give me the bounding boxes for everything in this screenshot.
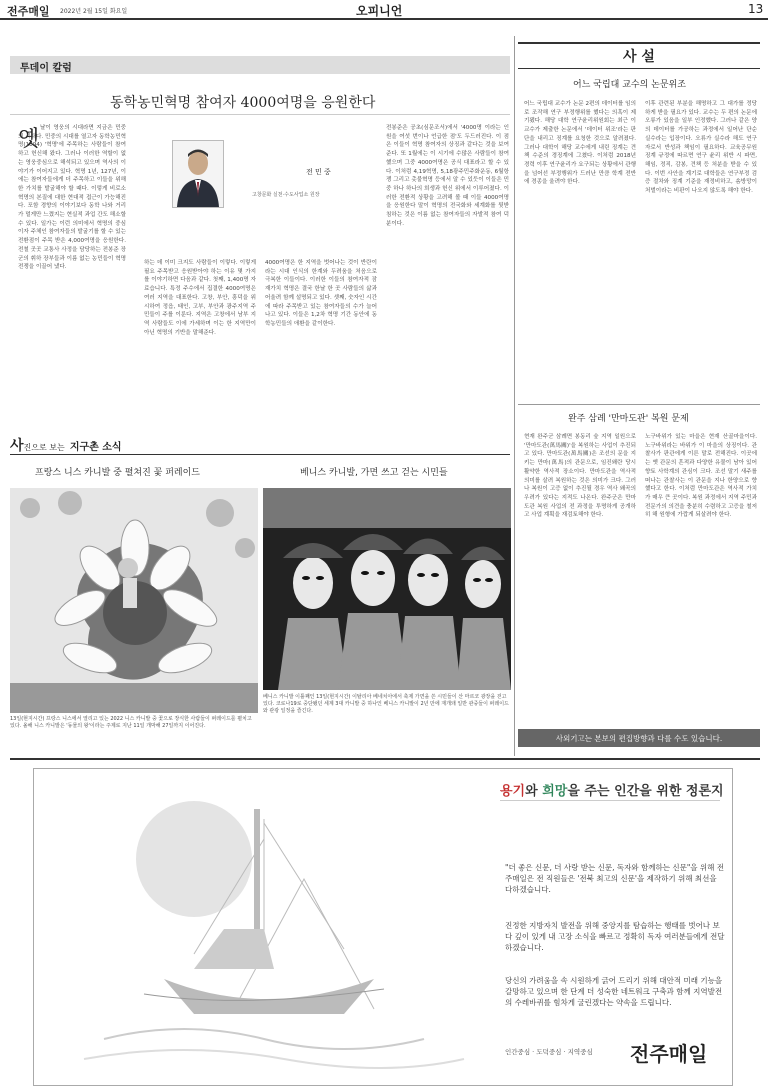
editorial-item2-title[interactable]: 완주 삼례 '만마도관' 복원 문제 [568,414,689,424]
section-name: 오피니언 [356,4,403,18]
editorial-item2-body-a: 현재 완주군 삼례면 봉동리 숲 지역 일원으로 '만마도관(萬馬關)'을 복원하는 사업이 추진되고 있다. 만마도관(萬馬關)은 조선의 문을 지키는 만마(萬馬)의 관문으로, 임진왜란 당시 활약한 역사적 장소이다. 만마도관을 역사적 의미를 살려 복원하는 것은 의미가 크다. 그러나 복원이 고증 없이 추진될 경우 역사 왜곡의 우려가 있다는 지적도 나온다. 완주군은 만마도관 복원 사업의 전 과정을 투명하게 공개하고 사업 계획을 재검토해야 한다. [524,434,636,519]
issue-date: 2022년 2월 15일 화요일 [60,8,128,15]
photo-news-header [10,435,510,455]
ad-title-courage: 용기 [500,784,526,799]
masthead-logo[interactable]: 전주매일 [7,5,50,18]
editorial-label: 사 설 [623,49,655,65]
ad-paragraph-3: 당신의 가려움을 속 시원하게 긁어 드리기 위해 대안적 미래 기능을 갈망하고 있으며 한 단계 더 성숙한 네트워크 구축과 함께 지역발전의 수레바퀴를 힘차게 굴린겠다는 약속을 드립니다. [505,976,723,1007]
photo-news-label-big: 사 [10,438,24,454]
column-label: 투데이 칼럼 [20,63,72,74]
divider [518,404,760,405]
divider [10,114,510,115]
dropcap: 옛 [18,127,40,152]
photo2-title[interactable]: 베니스 카니발, 가면 쓰고 걷는 시민들 [300,468,448,478]
column-header [10,56,510,74]
ad-title-hope: 희망 [542,784,568,799]
column-body-3: 4000여명은 한 지역을 벗어나는 것이 반란이라는 시대 인식의 한계와 두려움을 처음으로 극복한 이들이다. 이러한 이들의 참여자적 잠재가치 혁명은 결국 한날 한 곳 사람들의 삶과 어울려 함께 설명되고 있다. 셋째, 숫자인 시간에 따라 주목받고 있는 참여자들의 수가 늘어나고 있다. 이들은 1,2차 혁명 기간 동안에 동학농민들의 애환을 같이한다. [265,260,377,327]
photo1-caption: 13일(현지시간) 프랑스 니스에서 열리고 있는 2022 니스 카니발 중 꽃으로 장식한 사람들이 퍼레이드를 펼치고 있다. 올해 니스 카니발은 '동물의 왕'이라는 주제로 지난 11일 개막해 27일까지 이어진다. [10,716,252,729]
divider [10,454,510,455]
photo2-caption: 베니스 카니발 이틀째인 13일(현지시간) 이탈리아 베네치아에서 축제 가면을 쓴 시민들이 산 마르코 광장을 걷고 있다. 코로나19로 중단됐던 세계 3대 카니발 중 하나인 베니스 카니발이 2년 만에 재개돼 일반 관중들이 퍼레이드와 관광 일정을 즐긴다. [263,694,509,714]
venice-carnival-photo [263,488,511,690]
ad-title [500,780,724,799]
divider [10,758,760,760]
editorial-item1-body-b: 이후 관련된 부분을 해명하고 그 대가를 정당하게 받을 필요가 있다. 교수는 두 편의 논문에 오류가 있음을 일부 인정했다. 그러나 같은 양의 데이터를 가공하는 과정에서 일어난 단순 실수라는 입장이다. 오류가 실수라 해도 연구자로서 반성과 책임이 필요하다. 교육공무원 징계 규정에 따르면 연구 윤리 위반 시 파면, 해임, 정직, 감봉, 견책 등 처분을 받을 수 있다. 이번 사안을 계기로 대학들은 연구부정 검증 절차와 징계 기준을 재정비하고, 솜방망이 처벌이라는 비판이 나오지 않도록 해야 한다. [645,101,757,195]
author-photo [172,140,224,208]
ad-paragraph-2: 진정한 지방자치 발전을 위해 중앙지를 탐습하는 행태를 벗어나 보다 깊이 있게 내 고장 소식을 빠르고 정확히 독자 여러분들에게 전달하겠습니다. [505,921,725,952]
photo1-title[interactable]: 프랑스 니스 카니발 중 펼쳐진 꽃 퍼레이드 [35,468,200,478]
author-name: 전 민 중 [306,168,331,176]
disclaimer-bar: 사외기고는 본보의 편집방향과 다를 수도 있습니다. [518,729,760,747]
column-body-4: 전봉준은 공초(심문조서)에서 '4000명 이라는 인원을 여섯 번이나 언급한 점'도 두드러진다. 이 점은 이들이 혁명 참여자의 상징과 같다는 것을 보여준다. 또 1월에는 이 시기에 수많은 사람들이 참여했으며 그중 4000여명은 공식 대표라고 할 수 있다. 이처럼 4,19혁명, 5,18광주민주화운동, 6월항쟁 그리고 촛불혁명 등에서 알 수 있듯이 이들은 민중 하나 하나의 희생과 헌신 위에서 이루어졌다. 이러한 전환적 상황을 고려해 볼 때 이들 4000여명을 응원한다 말이 혁명의 전국화와 세계화를 뒷받침하는 것은 이름 없는 참여자들의 자발적 참여 덕분이다. [386,125,509,227]
page-header [0,0,768,20]
photo-news-label-rest: 지구촌 소식 [69,442,122,453]
divider [500,800,720,801]
column-rule [514,36,515,756]
column-body-2: 하는 데 이미 크지도 사람들이 이렇다. 이렇게 필요 주목받고 응원받아야 하는 이유 몇 가지를 이야기하면 다음과 같다. 첫째, 1,400명 자료습니다. 특정 주수에서 집결한 4000여명은 여러 지역을 대표한다. 고창, 부안, 흥덕을 위시하여 정읍, 태인, 고부, 부안과 광주지역 주민들이 주를 이룬다. 지역은 고창에서 남부 지역 사람들도 이에 가세하며 이는 한 지역만이 아닌 혁명의 기반을 말해준다. [144,260,256,336]
editorial-item2-body-b: 노구바위가 있는 마을은 현재 산골마을이다. 노구바위라는 바위가 이 마을의 상징이다. 관찰사가 판관에게 이른 말로 전해진다. 이곳에는 옛 관문의 흔적과 다양한 유물이 남아 있어 향토 사학계의 관심이 크다. 조선 말기 새주를 떠나는 관찰사는 이 관문을 지나 한양으로 향했다고 한다. 이처럼 만마도관은 역사적 가치가 매우 큰 곳이다. 복원 과정에서 지역 주민과 전문가의 의견을 충분히 수렴하고 고증을 철저히 해 원형에 가깝게 되살려야 한다. [645,434,757,519]
divider [518,68,760,69]
photo-news-label-small: 진으로 보는 [23,443,65,452]
ad-title-and: 와 [525,784,543,799]
ad-paragraph-1: "더 좋은 신문, 더 사랑 받는 신문, 독자와 함께하는 신문"을 위해 전주매일은 전 직원들은 '전북 최고의 신문'을 제작하기 위해 최선을 다하겠습니다. [505,863,725,894]
editorial-item1-body-a: 어느 국립대 교수가 논문 2편의 데이터를 임의로 조작해 연구 부정행위를 했다는 의혹이 제기됐다. 해당 대학 연구윤리위원회는 최근 이 교수가 제출한 논문에서 '데이터 위조'라는 판단을 내리고 징계를 요청한 것으로 알려졌다. 그러나 대학이 해당 교수에게 내린 징계는 견책 수준의 경징계에 그쳤다. 이처럼 2018년 경력 이후 연구윤리가 요구되는 상황에서 관행을 넘어선 부정행위가 드러난 만큼 학계 전반에 경종을 울려야 한다. [524,101,636,186]
ad-brand-logo[interactable]: 전주매일 [630,1042,708,1066]
ad-title-rest: 을 주는 인간을 위한 정론지 [567,784,724,799]
nice-carnival-photo [10,488,258,713]
column-body-1: 날이 영웅의 시대라면 지금은 민중의 시대다. 민중의 시대를 열고자 동학농민혁명(1894) '혁명'에 주목하는 사람들이 참여하고 헌신해 왔다. 그러나 이러한 역할이 없는 영웅중심으로 해석되고 있으며 역사의 이야기가 이어지고 있다. 혁명 1년, 127년, 이에는 참여자들에게 더 주목하고 이들을 위해 한 가치를 발굴해야 할 때다. 이렇게 비로소 혁명의 본질에 대한 현대적 접근이 가능해진다. 포함 경향의 이야기보다 동학 나와 거리가 멀게만 느꼈지는 현실적 과업 간도 해소할 수 있다. 일가는 이런 의미에서 혁명의 중심이자 주체인 참여자들의 발굴기를 할 수 있는 전환점이 주목 받은 4,000여명을 응원한다. 전철 곳곳 교통사 사정을 담당하는 전봉준 장군의 휘하 장부들과 이름 없는 농민들이 혁명 전쟁을 이끌어 냈다. [18,125,126,271]
ad-tagline: 인간중심 · 도덕중심 · 지역중심 [505,1048,593,1056]
page-number: 13 [748,2,764,16]
author-affiliation: 고창문화 실천·수도사업소 원장 [252,192,320,198]
column-headline[interactable]: 동학농민혁명 참여자 4000여명을 응원한다 [110,95,376,111]
editorial-item1-title[interactable]: 어느 국립대 교수의 논문위조 [573,80,686,90]
